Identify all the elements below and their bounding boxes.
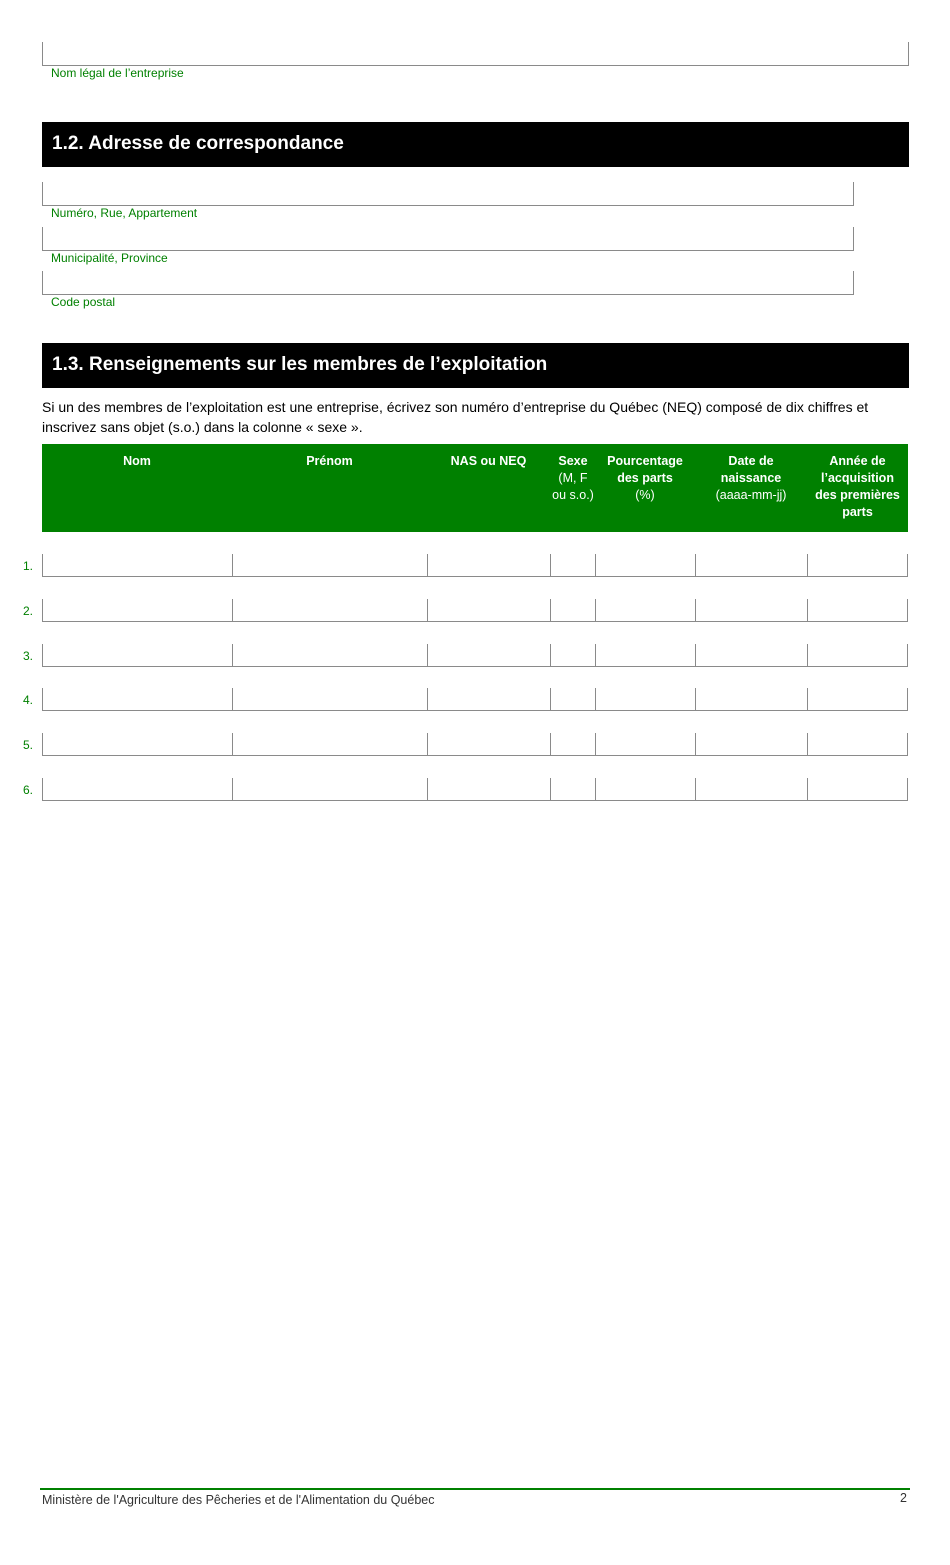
cell-pourcentage-input[interactable] <box>595 733 695 756</box>
col-header-annee-acquisition: Année de l’acquisition des premières parts <box>815 454 900 519</box>
col-header-nom: Nom <box>123 454 151 468</box>
col-header-date-naissance: Date de naissance (aaaa-mm-jj) <box>715 454 787 502</box>
cell-prenom-input[interactable] <box>232 688 427 711</box>
cell-sexe-input[interactable] <box>550 644 595 667</box>
cell-nas-neq-input[interactable] <box>427 778 550 801</box>
table-row <box>42 778 908 801</box>
table-row <box>42 644 908 667</box>
cell-nom-input[interactable] <box>42 644 232 667</box>
cell-prenom-input[interactable] <box>232 733 427 756</box>
row-number: 6. <box>22 783 33 797</box>
cell-annee-acquisition-input[interactable] <box>807 599 908 622</box>
postal-code-input[interactable] <box>42 271 854 295</box>
table-row <box>42 688 908 711</box>
cell-nas-neq-input[interactable] <box>427 688 550 711</box>
cell-nas-neq-input[interactable] <box>427 599 550 622</box>
cell-annee-acquisition-input[interactable] <box>807 554 908 577</box>
section-title-address: 1.2. Adresse de correspondance <box>42 122 909 167</box>
cell-date-naissance-input[interactable] <box>695 778 807 801</box>
cell-nom-input[interactable] <box>42 688 232 711</box>
footer-ministry: Ministère de l'Agriculture des Pêcheries et de l'Alimentation du Québec <box>42 1493 435 1507</box>
cell-sexe-input[interactable] <box>550 778 595 801</box>
cell-nom-input[interactable] <box>42 554 232 577</box>
cell-sexe-input[interactable] <box>550 554 595 577</box>
cell-prenom-input[interactable] <box>232 554 427 577</box>
cell-nas-neq-input[interactable] <box>427 554 550 577</box>
col-header-pourcentage: Pourcentage des parts (%) <box>607 454 683 502</box>
row-number: 2. <box>22 604 33 618</box>
cell-nom-input[interactable] <box>42 733 232 756</box>
cell-annee-acquisition-input[interactable] <box>807 688 908 711</box>
cell-date-naissance-input[interactable] <box>695 599 807 622</box>
postal-code-label: Code postal <box>51 295 116 309</box>
cell-sexe-input[interactable] <box>550 688 595 711</box>
row-number: 5. <box>22 738 33 752</box>
members-instructions: Si un des membres de l’exploitation est une entreprise, écrivez son numéro d’entreprise du Québec (NEQ) composé de dix chiffres et inscrivez sans objet (s.o.) dans la colonne « sexe ». <box>42 399 869 435</box>
section-title-members: 1.3. Renseignements sur les membres de l’exploitation <box>42 343 909 388</box>
cell-nom-input[interactable] <box>42 599 232 622</box>
legal-name-label: Nom légal de l’entreprise <box>51 66 184 80</box>
cell-date-naissance-input[interactable] <box>695 554 807 577</box>
table-row <box>42 599 908 622</box>
cell-pourcentage-input[interactable] <box>595 644 695 667</box>
cell-pourcentage-input[interactable] <box>595 599 695 622</box>
table-row <box>42 554 908 577</box>
cell-date-naissance-input[interactable] <box>695 688 807 711</box>
footer-divider <box>40 1488 910 1490</box>
cell-date-naissance-input[interactable] <box>695 733 807 756</box>
cell-nom-input[interactable] <box>42 778 232 801</box>
cell-nas-neq-input[interactable] <box>427 644 550 667</box>
cell-nas-neq-input[interactable] <box>427 733 550 756</box>
cell-prenom-input[interactable] <box>232 599 427 622</box>
cell-annee-acquisition-input[interactable] <box>807 644 908 667</box>
cell-pourcentage-input[interactable] <box>595 778 695 801</box>
row-number: 3. <box>22 649 33 663</box>
legal-name-input[interactable] <box>42 42 909 66</box>
col-header-prenom: Prénom <box>306 454 353 468</box>
cell-annee-acquisition-input[interactable] <box>807 733 908 756</box>
members-table-header <box>42 444 908 532</box>
cell-pourcentage-input[interactable] <box>595 688 695 711</box>
col-header-nas-neq: NAS ou NEQ <box>450 454 527 468</box>
cell-annee-acquisition-input[interactable] <box>807 778 908 801</box>
cell-prenom-input[interactable] <box>232 644 427 667</box>
page-number: 2 <box>900 1491 907 1505</box>
cell-prenom-input[interactable] <box>232 778 427 801</box>
street-label: Numéro, Rue, Appartement <box>51 206 198 220</box>
city-label: Municipalité, Province <box>51 251 168 265</box>
cell-sexe-input[interactable] <box>550 599 595 622</box>
col-header-sexe: Sexe (M, F ou s.o.) <box>552 454 594 502</box>
cell-date-naissance-input[interactable] <box>695 644 807 667</box>
table-row <box>42 733 908 756</box>
cell-sexe-input[interactable] <box>550 733 595 756</box>
cell-pourcentage-input[interactable] <box>595 554 695 577</box>
city-input[interactable] <box>42 227 854 251</box>
row-number: 1. <box>22 559 33 573</box>
row-number: 4. <box>22 693 33 707</box>
street-input[interactable] <box>42 182 854 206</box>
